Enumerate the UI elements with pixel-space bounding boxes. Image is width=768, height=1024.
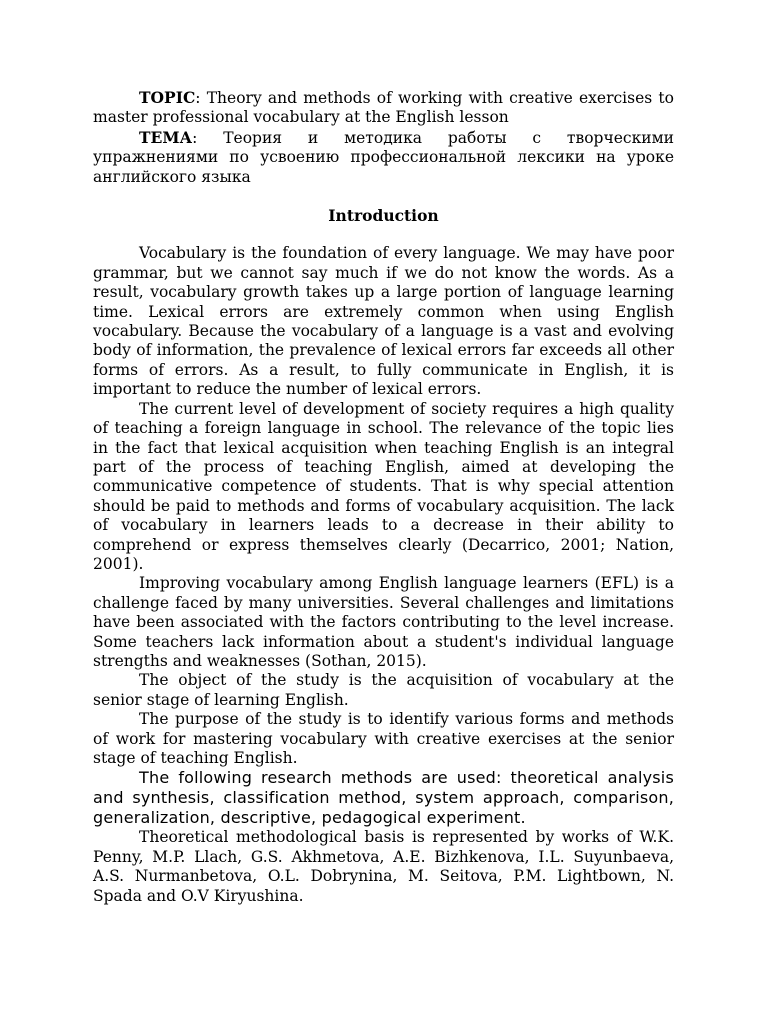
tema-text: : Теория и методика работы с творческими упражнениями по усвоению профессиональной лексики на уроке английского языка bbox=[93, 128, 674, 186]
document-page bbox=[93, 88, 674, 906]
tema-label: ТЕМА bbox=[139, 127, 193, 147]
topic-label: TOPIC bbox=[139, 88, 196, 107]
paragraph-relevance: The current level of development of society requires a high quality of teaching a foreign language in school. The relevance of the topic lies in the fact that lexical acquisition when teaching English is an integral part of the process of teaching English, aimed at developing the communicative competence of students. That is why special attention should be paid to methods and forms of vocabulary acquisition. The lack of vocabulary in learners leads to a decrease in their ability to comprehend or express themselves clearly (Decarrico, 2001; Nation, 2001). bbox=[93, 399, 674, 573]
paragraph-methodological-basis: Theoretical methodological basis is represented by works of W.K. Penny, M.P. Llach, G.S. Akhmetova, A.E. Bizhkenova, I.L. Suyunbaeva, A.S. Nurmanbetova, O.L. Dobrynina, M. Seitova, P.M. Lightbown, N. Spada and O.V Kiryushina. bbox=[93, 828, 674, 905]
topic-text: : Theory and methods of working with creative exercises to master professional vocabulary at the English lesson bbox=[93, 89, 674, 127]
paragraph-object: The object of the study is the acquisition of vocabulary at the senior stage of learning English. bbox=[93, 671, 674, 709]
section-heading: Introduction bbox=[328, 206, 439, 226]
paragraph-research-methods: The following research methods are used: theoretical analysis and synthesis, classification method, system approach, comparison, generalization, descriptive, pedagogical experiment. bbox=[93, 768, 674, 828]
topic-line bbox=[93, 88, 674, 128]
paragraph-purpose: The purpose of the study is to identify various forms and methods of work for mastering vocabulary with creative exercises at the senior stage of teaching English. bbox=[93, 710, 674, 767]
paragraph-efl-challenge: Improving vocabulary among English language learners (EFL) is a challenge faced by many universities. Several challenges and limitations have been associated with the factors contributing to the level increase. Some teachers lack information about a student's individual language strengths and weaknesses (Sothan, 2015). bbox=[93, 574, 674, 670]
paragraph-vocabulary-foundation: Vocabulary is the foundation of every language. We may have poor grammar, but we cannot say much if we do not know the words. As a result, vocabulary growth takes up a large portion of language learning time. Lexical errors are extremely common when using English vocabulary. Because the vocabulary of a language is a vast and evolving body of information, the prevalence of lexical errors far exceeds all other forms of errors. As a result, to fully communicate in English, it is important to reduce the number of lexical errors. bbox=[93, 244, 674, 399]
tema-line bbox=[93, 128, 674, 187]
